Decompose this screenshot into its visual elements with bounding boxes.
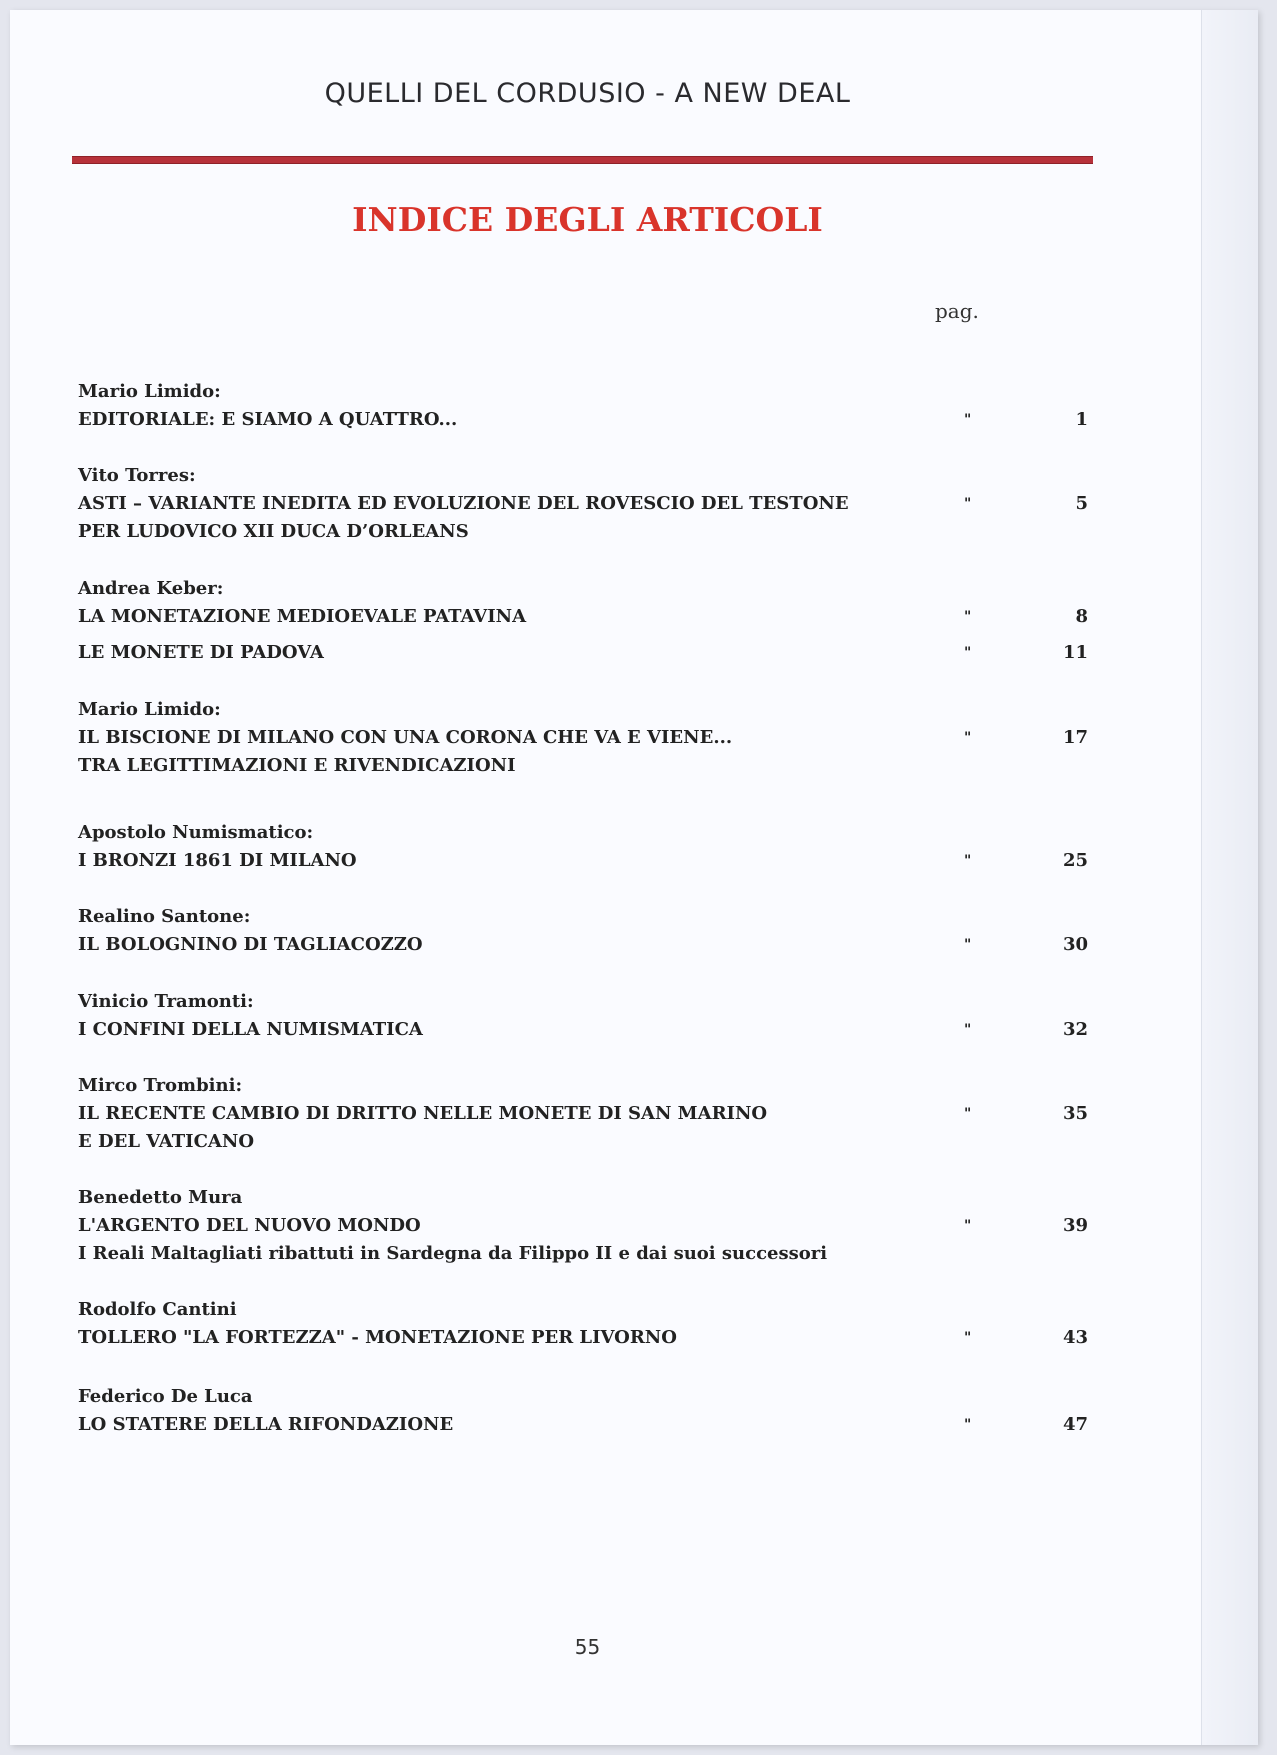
index-entry bbox=[78, 575, 1098, 667]
index-entry bbox=[78, 696, 1098, 780]
article-page-number: 1 bbox=[1075, 409, 1088, 430]
index-entry bbox=[78, 1072, 1098, 1156]
article-title-line: I BRONZI 1861 DI MILANO bbox=[78, 850, 357, 871]
index-entry bbox=[78, 1184, 1098, 1268]
page-number: 55 bbox=[574, 1635, 601, 1659]
page-column-label: pag. bbox=[935, 299, 979, 323]
index-entry bbox=[78, 819, 1098, 875]
article-title-continued: TRA LEGITTIMAZIONI E RIVENDICAZIONI bbox=[78, 755, 516, 776]
document-page bbox=[10, 10, 1258, 1745]
entry-author: Rodolfo Cantini bbox=[78, 1299, 237, 1320]
article-page-number: 35 bbox=[1062, 1103, 1088, 1124]
article-title-line: EDITORIALE: E SIAMO A QUATTRO... bbox=[78, 409, 458, 430]
article-title bbox=[78, 931, 1098, 959]
entry-author: Apostolo Numismatico: bbox=[78, 822, 314, 843]
entry-author: Benedetto Mura bbox=[78, 1187, 243, 1208]
article-title-line: L'ARGENTO DEL NUOVO MONDO bbox=[78, 1215, 421, 1236]
ditto-mark: " bbox=[964, 645, 972, 661]
article-title bbox=[78, 1411, 1098, 1439]
index-title: INDICE DEGLI ARTICOLI bbox=[352, 200, 823, 239]
entry-author: Andrea Keber: bbox=[78, 578, 224, 599]
article-title-line: LA MONETAZIONE MEDIOEVALE PATAVINA bbox=[78, 606, 527, 627]
ditto-mark: " bbox=[964, 853, 972, 869]
article-page-number: 8 bbox=[1075, 606, 1088, 627]
index-entry bbox=[78, 1296, 1098, 1352]
entry-author: Mario Limido: bbox=[78, 381, 221, 402]
article-title bbox=[78, 406, 1098, 434]
article-title bbox=[78, 847, 1098, 875]
article-title bbox=[78, 603, 1098, 631]
ditto-mark: " bbox=[964, 730, 972, 746]
ditto-mark: " bbox=[964, 609, 972, 625]
ditto-mark: " bbox=[964, 937, 972, 953]
ditto-mark: " bbox=[964, 1218, 972, 1234]
article-title bbox=[78, 1100, 1098, 1128]
index-entry bbox=[78, 462, 1098, 546]
article-page-number: 11 bbox=[1062, 642, 1088, 663]
ditto-mark: " bbox=[964, 412, 972, 428]
running-header: QUELLI DEL CORDUSIO - A NEW DEAL bbox=[324, 78, 851, 109]
article-title bbox=[78, 490, 1098, 518]
header-rule bbox=[72, 156, 1093, 164]
entry-author: Vinicio Tramonti: bbox=[78, 991, 254, 1012]
index-entry bbox=[78, 988, 1098, 1044]
article-title-line: IL BOLOGNINO DI TAGLIACOZZO bbox=[78, 934, 423, 955]
ditto-mark: " bbox=[964, 496, 972, 512]
index-entry bbox=[78, 1383, 1098, 1439]
article-page-number: 17 bbox=[1062, 727, 1088, 748]
article-page-number: 32 bbox=[1062, 1019, 1088, 1040]
article-title bbox=[78, 639, 1098, 667]
article-title-line: IL RECENTE CAMBIO DI DRITTO NELLE MONETE DI SAN MARINO bbox=[78, 1103, 768, 1124]
index-entry bbox=[78, 903, 1098, 959]
article-title-line: IL BISCIONE DI MILANO CON UNA CORONA CHE VA E VIENE... bbox=[78, 727, 733, 748]
article-title bbox=[78, 1212, 1098, 1240]
entry-author: Mirco Trombini: bbox=[78, 1075, 243, 1096]
article-title-continued: PER LUDOVICO XII DUCA D’ORLEANS bbox=[78, 521, 469, 542]
article-page-number: 39 bbox=[1062, 1215, 1088, 1236]
entry-author: Mario Limido: bbox=[78, 699, 221, 720]
article-page-number: 25 bbox=[1062, 850, 1088, 871]
article-title-line: ASTI – VARIANTE INEDITA ED EVOLUZIONE DEL ROVESCIO DEL TESTONE bbox=[78, 493, 849, 514]
ditto-mark: " bbox=[964, 1022, 972, 1038]
article-page-number: 47 bbox=[1062, 1414, 1088, 1435]
entry-author: Vito Torres: bbox=[78, 465, 196, 486]
article-page-number: 43 bbox=[1062, 1327, 1088, 1348]
ditto-mark: " bbox=[964, 1330, 972, 1346]
page-edge bbox=[1201, 10, 1258, 1745]
entry-author: Realino Santone: bbox=[78, 906, 251, 927]
index-entry bbox=[78, 378, 1098, 434]
ditto-mark: " bbox=[964, 1417, 972, 1433]
article-title-line: I CONFINI DELLA NUMISMATICA bbox=[78, 1019, 423, 1040]
entry-author: Federico De Luca bbox=[78, 1386, 253, 1407]
article-page-number: 30 bbox=[1062, 934, 1088, 955]
article-title-line: TOLLERO "LA FORTEZZA" - MONETAZIONE PER LIVORNO bbox=[78, 1327, 677, 1348]
article-subtitle: I Reali Maltagliati ribattuti in Sardegna da Filippo II e dai suoi successori bbox=[78, 1243, 828, 1264]
article-title bbox=[78, 1324, 1098, 1352]
article-title-line: LE MONETE DI PADOVA bbox=[78, 642, 324, 663]
article-title-continued: E DEL VATICANO bbox=[78, 1131, 255, 1152]
article-title bbox=[78, 1016, 1098, 1044]
article-title bbox=[78, 724, 1098, 752]
article-title-line: LO STATERE DELLA RIFONDAZIONE bbox=[78, 1414, 454, 1435]
ditto-mark: " bbox=[964, 1106, 972, 1122]
article-page-number: 5 bbox=[1075, 493, 1088, 514]
